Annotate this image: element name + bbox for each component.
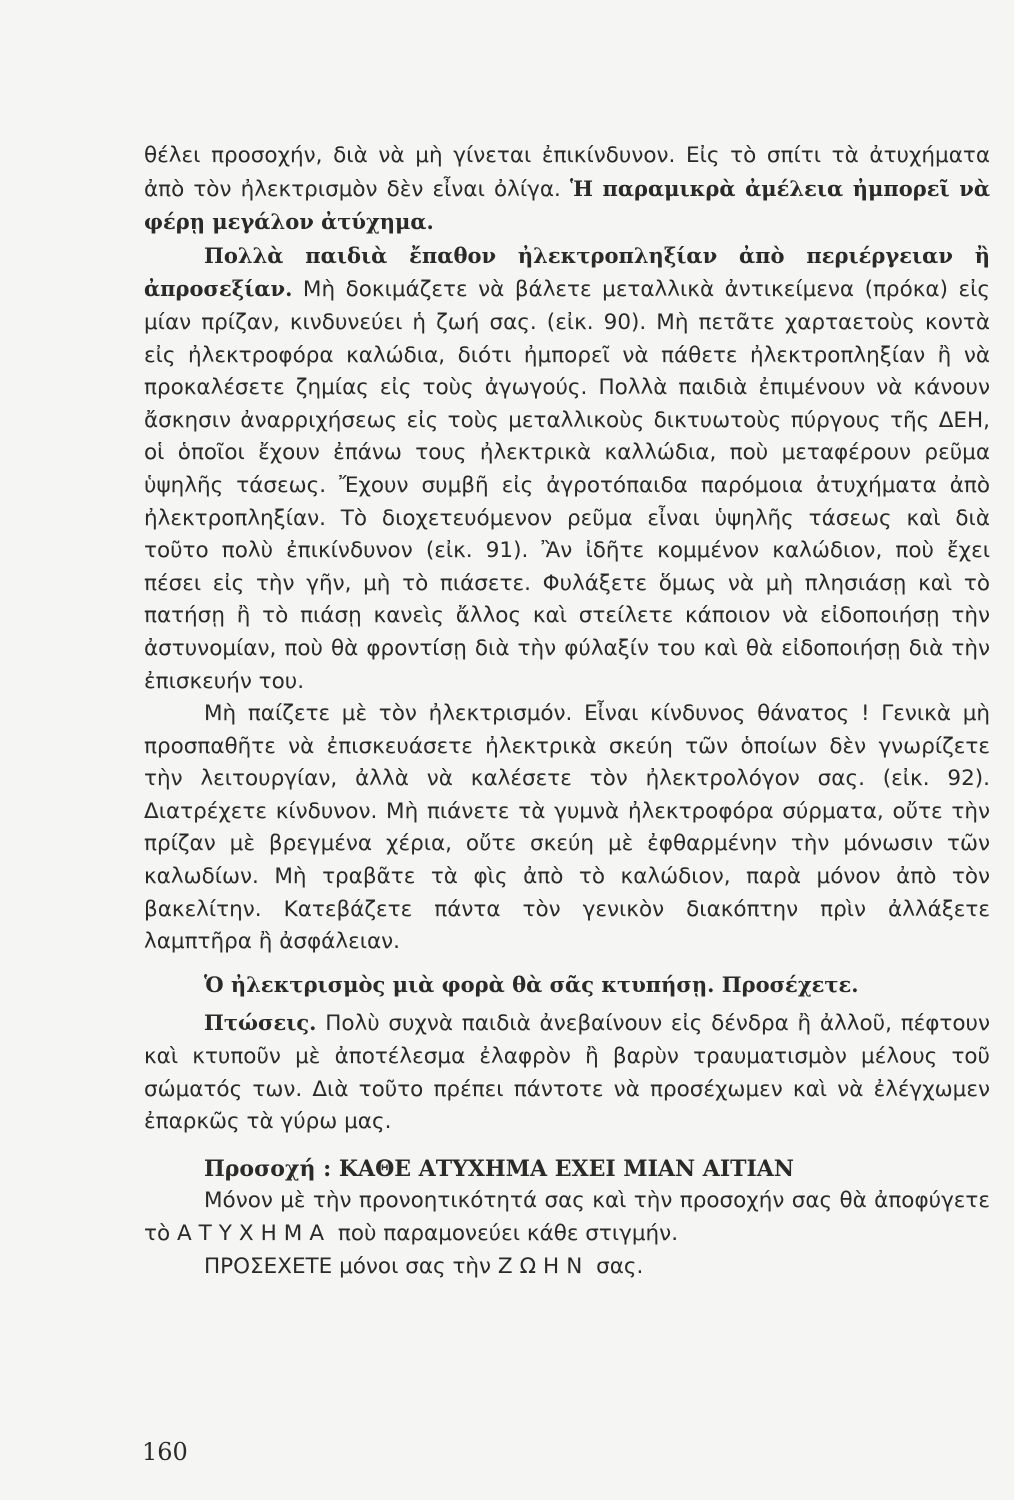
electricity-warning: Ὁ ἠλεκτρισμὸς μιὰ φορὰ θὰ σᾶς κτυπήσῃ. Προσέχετε. xyxy=(204,971,859,997)
paragraph-falls xyxy=(144,1007,990,1138)
paragraph-falls-text: Πολὺ συχνὰ παιδιὰ ἀνεβαίνουν εἰς δένδρα ἢ ἀλλοῦ, πέφτουν καὶ κτυποῦν μὲ ἀποτέλεσμα ἐλαφρὸν ἢ βαρὺν τραυματισμὸν μέλους τοῦ σώματός των. Διὰ τοῦτο πρέπει πάντοτε νὰ προσέχωμεν καὶ νὰ ἐλέγχωμεν ἐπαρκῶς τὰ γύρω μας. xyxy=(144,1011,990,1135)
paragraph-foresight-text-b: ποὺ παραμονεύει κάθε στιγμήν. xyxy=(331,1221,679,1246)
paragraph-falls-heading: Πτώσεις. xyxy=(204,1010,317,1036)
paragraph-dont-play xyxy=(144,698,990,959)
life-word: ΖΩΗΝ xyxy=(497,1253,590,1279)
attention-heading: Προσοχή : ΚΑΘΕ ΑΤΥΧΗΜΑ ΕΧΕΙ ΜΙΑΝ ΑΙΤΙΑΝ xyxy=(204,1155,794,1182)
paragraph-electrocution xyxy=(144,240,990,698)
paragraph-foresight-text-a: Μόνον μὲ τὴν προνοητικότητά σας καὶ τὴν προσοχήν σας θὰ ἀποφύγετε τὸ xyxy=(144,1188,990,1246)
paragraph-intro xyxy=(144,140,990,240)
paragraph-protect-life xyxy=(144,1251,990,1284)
page-number: 160 xyxy=(142,1438,188,1466)
accident-word: ΑΤΥΧΗΜΑ xyxy=(176,1221,332,1246)
paragraph-protect-life-text-a: ΠΡΟΣΕΧΕΤΕ μόνοι σας τὴν xyxy=(204,1253,498,1279)
page-body xyxy=(144,140,990,1283)
paragraph-electrocution-text: Μὴ δοκιμάζετε νὰ βάλετε μεταλλικὰ ἀντικείμενα (πρόκα) εἰς μίαν πρίζαν, κινδυνεύει ἡ ζωή σας. (εἰκ. 90). Μὴ πετᾶτε χαρταετοὺς κοντὰ εἰς ἠλεκτροφόρα καλώδια, διότι ἠμπορεῖ νὰ πάθετε ἠλεκτροπληξίαν ἢ νὰ προκαλέσετε ζημίας εἰς τοὺς ἀγωγούς. Πολλὰ παιδιὰ ἐπιμένουν νὰ κάνουν ἄσκησιν ἀναρριχήσεως εἰς τοὺς μεταλλικοὺς δικτυωτοὺς πύργους τῆς ΔΕΗ, οἱ ὁποῖοι ἔχουν ἐπάνω τους ἠλεκτρικὰ καλλώδια, ποὺ μεταφέρουν ρεῦμα ὑψηλῆς τάσεως. Ἔχουν συμβῆ εἰς ἀγροτόπαιδα παρόμοια ἀτυχήματα ἀπὸ ἠλεκτροπληξίαν. Τὸ διοχετευόμενον ρεῦμα εἶναι ὑψηλῆς τάσεως καὶ διὰ τοῦτο πολὺ ἐπικίνδυνον (εἰκ. 91). Ἂν ἰδῆτε κομμένον καλώδιον, ποὺ ἔχει πέσει εἰς τὴν γῆν, μὴ τὸ πιάσετε. Φυλάξετε ὅμως νὰ μὴ πλησιάσῃ καὶ τὸ πατήσῃ ἢ τὸ πιάσῃ κανεὶς ἄλλος καὶ στείλετε κάποιον νὰ εἰδοποιήσῃ τὴν ἀστυνομίαν, ποὺ θὰ φροντίσῃ διὰ τὴν φύλαξίν του καὶ θὰ εἰδοποιήσῃ διὰ τὴν ἐπισκευήν του. xyxy=(144,277,990,694)
paragraph-foresight xyxy=(144,1185,990,1250)
paragraph-intro-text: θέλει προσοχήν, διὰ νὰ μὴ γίνεται ἐπικίνδυνον. Εἰς τὸ σπίτι τὰ ἀτυχήματα ἀπὸ τὸν ἠλεκτρισμὸν δὲν εἶναι ὀλίγα. xyxy=(144,143,990,202)
paragraph-electrocution-heading: Πολλὰ παιδιὰ ἔπαθον ἠλεκτροπληξίαν ἀπὸ περιέργειαν ἢ ἀπροσεξίαν. xyxy=(144,242,990,302)
paragraph-protect-life-text-b: σας. xyxy=(589,1253,644,1279)
paragraph-dont-play-text: Μὴ παίζετε μὲ τὸν ἠλεκτρισμόν. Εἶναι κίνδυνος θάνατος ! Γενικὰ μὴ προσπαθῆτε νὰ ἐπισκευάσετε ἠλεκτρικὰ σκεύη τῶν ὁποίων δὲν γνωρίζετε τὴν λειτουργίαν, ἀλλὰ νὰ καλέσετε τὸν ἠλεκτρολόγον σας. (εἰκ. 92). Διατρέχετε κίνδυνον. Μὴ πιάνετε τὰ γυμνὰ ἠλεκτροφόρα σύρματα, οὔτε τὴν πρίζαν μὲ βρεγμένα χέρια, οὔτε σκεύη μὲ ἐφθαρμένην τὴν μόνωσιν τῶν καλωδίων. Μὴ τραβᾶτε τὰ φὶς ἀπὸ τὸ καλώδιον, παρὰ μόνον ἀπὸ τὸν βακελίτην. Κατεβάζετε πάντα τὸν γενικὸν διακόπτην πρὶν ἀλλάξετε λαμπτῆρα ἢ ἀσφάλειαν. xyxy=(144,701,990,955)
paragraph-intro-emphasis: Ἡ παραμικρὰ ἀμέλεια ἠμπορεῖ νὰ φέρῃ μεγάλον ἀτύχημα. xyxy=(144,175,990,235)
